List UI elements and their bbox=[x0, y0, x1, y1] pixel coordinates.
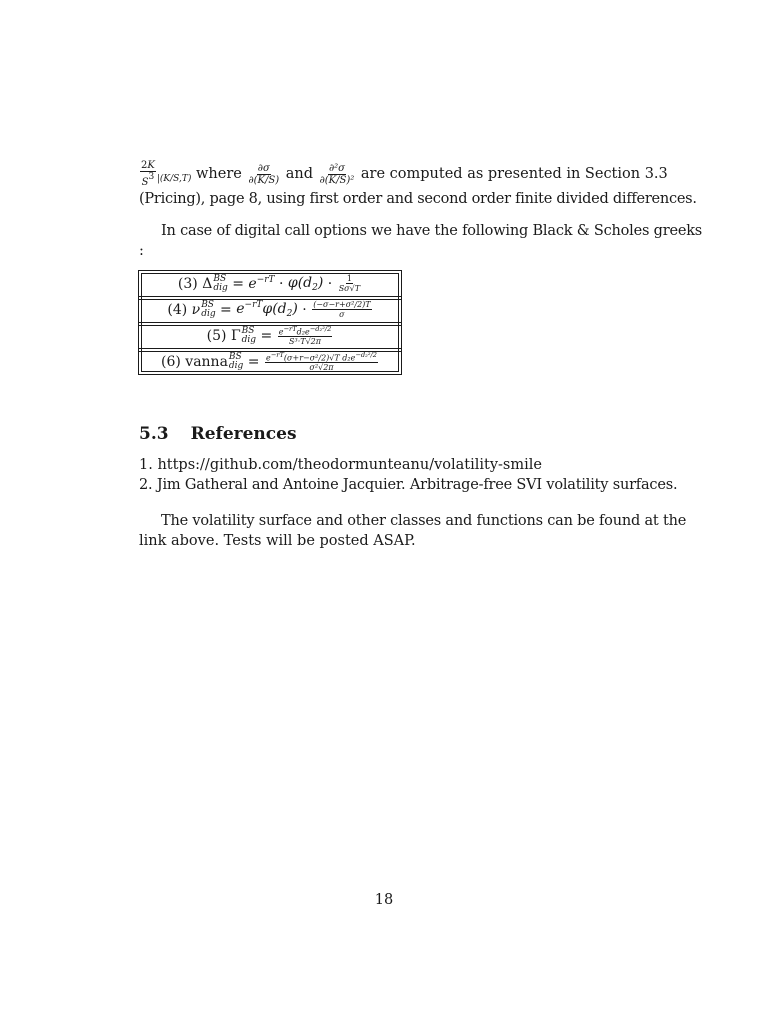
paragraph-finite-differences bbox=[139, 160, 697, 209]
fraction-2k-s3: $\frac{2K}{S3}$ bbox=[141, 160, 155, 188]
paragraph-line-2: link above. Tests will be posted ASAP. bbox=[139, 533, 416, 549]
references-list bbox=[139, 455, 678, 495]
greek-sup: BS bbox=[213, 273, 227, 284]
greek-sup: BS bbox=[228, 351, 242, 362]
greek-symbol: Γ bbox=[230, 327, 241, 344]
fraction: $\frac{e^{-rT}(\sigma+r-\sigma^2/2)√T d_2e^{-d_2^2/2}}{\text{σ²√2π}}$ bbox=[265, 350, 377, 373]
greek-sub: dig bbox=[241, 334, 257, 345]
line1-tail: are computed as presented in Section 3.3 bbox=[360, 166, 668, 182]
greek-sup: BS bbox=[241, 325, 255, 336]
greek-row-vega: (4) ν BS dig = $e^{-rT}\varphi(d_2)$ · $\frac{\text{(−σ−r+σ²/2)T}}{\sigma}$ bbox=[139, 296, 401, 322]
word-and: and bbox=[285, 166, 313, 182]
greeks-table bbox=[138, 270, 402, 375]
greek-sup: BS bbox=[201, 299, 214, 310]
section-heading bbox=[139, 424, 297, 444]
greek-sub: dig bbox=[201, 308, 216, 319]
equation-label: (5) bbox=[206, 327, 227, 344]
greek-row-delta: (3) Δ BS dig = $e^{-rT}$ · $\varphi(d_2)$ · $\frac{1}{S\sigma√T}$ bbox=[177, 273, 361, 293]
greek-row-gamma: (5) Γ BS dig = $\frac{e^{-rT}d_2e^{-d_2^2/2}}{\text{S³·T√2π}}$ bbox=[139, 322, 401, 348]
reference-item: 1. https://github.com/theodormunteanu/volatility-smile bbox=[139, 457, 542, 473]
equation-label: (6) bbox=[160, 353, 181, 370]
paragraph-line-2: : bbox=[139, 243, 144, 259]
fraction-dsigma: $\frac{\partial\sigma}{\partial(K/S)}$ bbox=[248, 162, 280, 186]
section-title: References bbox=[190, 424, 297, 444]
reference-item: 2. Jim Gatheral and Antoine Jacquier. Arbitrage-free SVI volatility surfaces. bbox=[139, 477, 678, 493]
paragraph-line: The volatility surface and other classes and functions can be found at the bbox=[161, 513, 687, 529]
fraction: $\frac{1}{S\sigma√T}$ bbox=[338, 274, 361, 293]
greek-sub: dig bbox=[228, 360, 244, 371]
paragraph-line: In case of digital call options we have the following Black & Scholes greeks bbox=[161, 223, 703, 239]
greek-symbol: vanna bbox=[185, 353, 228, 370]
equation-label: (4) bbox=[167, 301, 188, 318]
equation-label: (3) bbox=[177, 275, 198, 292]
fraction: $\frac{\text{(−σ−r+σ²/2)T}}{\sigma}$ bbox=[313, 300, 371, 319]
greek-row-vanna: (6) vanna BS dig = $\frac{e^{-rT}(\sigma+r-\sigma^2/2)√T d_2e^{-d_2^2/2}}{\text{σ²√2π}}$ bbox=[139, 348, 401, 374]
word-where: where bbox=[196, 166, 242, 182]
section-number: 5.3 bbox=[139, 424, 169, 444]
fraction-d2sigma: $\frac{\text{∂²σ}}{\text{∂(K/S)²}}$ bbox=[319, 162, 355, 186]
paragraph-closing bbox=[139, 511, 687, 551]
paragraph-digital-intro bbox=[139, 221, 703, 261]
paragraph-line: $\frac{2K}{S3}$ $_{|(K/S,T)}$ where $\frac{\partial\sigma}{\partial(K/S)}$ and $\frac{\text{∂²σ}}{\text{∂(K/S)²}}$ are computed as presented in Section 3.3 bbox=[141, 160, 668, 188]
greek-sub: dig bbox=[213, 282, 228, 293]
fraction: $\frac{e^{-rT}d_2e^{-d_2^2/2}}{\text{S³·T√2π}}$ bbox=[278, 324, 332, 347]
greek-symbol: Δ bbox=[202, 275, 213, 292]
greek-symbol: ν bbox=[191, 301, 201, 318]
page-number: 18 bbox=[374, 892, 394, 908]
paragraph-line-2: (Pricing), page 8, using first order and second order finite divided differences. bbox=[139, 191, 697, 207]
